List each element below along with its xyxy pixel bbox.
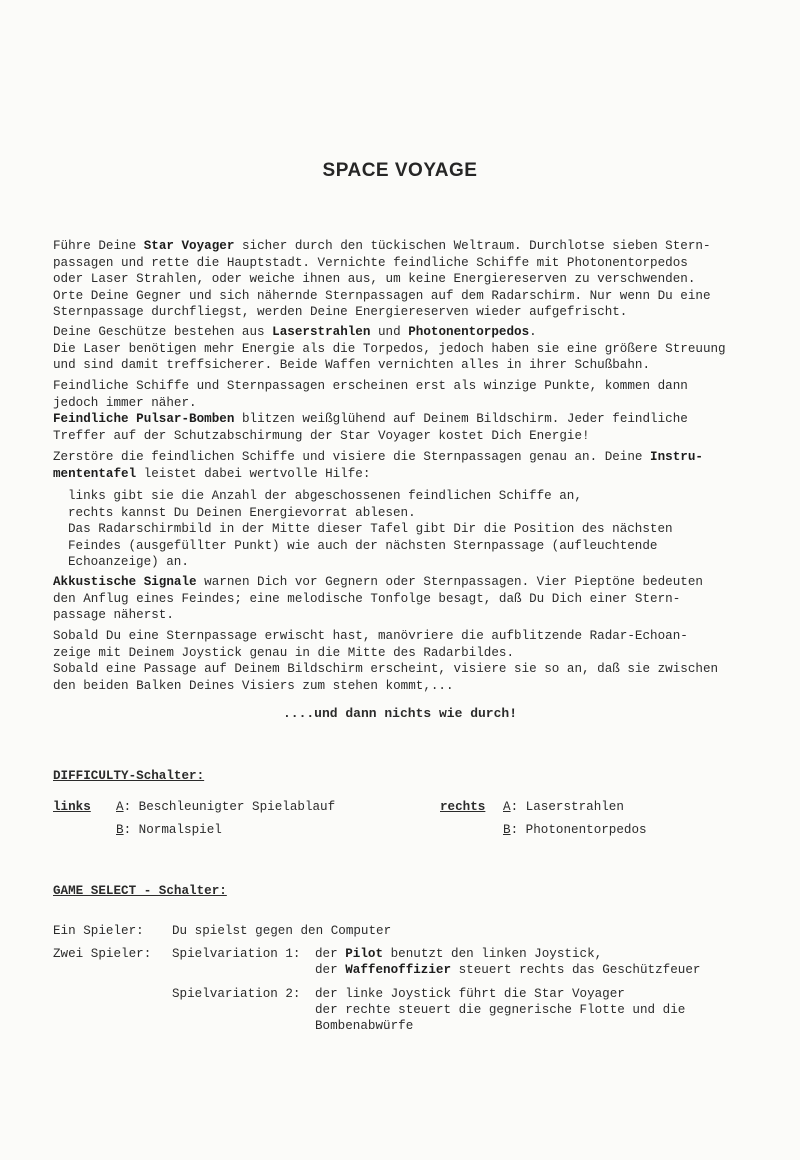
text: benutzt den linken Joystick, <box>383 947 603 961</box>
key-b: B <box>503 823 511 837</box>
variation-1-label: Spielvariation 1: <box>172 947 301 961</box>
instrument-detail-line: links gibt sie die Anzahl der abgeschossenen feindlichen Schiffe an, <box>68 489 582 503</box>
instrument-detail-line: Das Radarschirmbild in der Mitte dieser Tafel gibt Dir die Position des nächsten <box>68 522 673 536</box>
instrument-paragraph <box>53 449 758 571</box>
weapons-line: Die Laser benötigen mehr Energie als die Torpedos, jedoch haben sie eine größere Streuung <box>53 341 726 356</box>
passage-paragraph <box>53 628 758 694</box>
text: leistet dabei wertvolle Hilfe: <box>136 466 371 481</box>
star-voyager-term: Star Voyager <box>143 239 235 253</box>
instrument-detail-line: Echoanzeige) an. <box>68 555 189 569</box>
passage-line: Sobald Du eine Sternpassage erwischt hast, manövriere die aufblitzende Radar-Echoan- <box>53 629 688 643</box>
variation-2-label: Spielvariation 2: <box>172 987 301 1001</box>
intro-line: Orte Deine Gegner und sich nähernde Sternpassagen auf dem Radarschirm. Nur wenn Du eine <box>53 288 711 303</box>
text: Zerstöre die feindlichen Schiffe und visiere die Sternpassagen genau an. Deine <box>53 450 651 464</box>
passage-line: Sobald eine Passage auf Deinem Bildschirm erscheint, visiere sie so an, daß sie zwischen <box>53 662 719 676</box>
signals-line: passage näherst. <box>53 608 174 622</box>
instrument-line <box>53 449 758 466</box>
one-player-label: Ein Spieler: <box>53 924 144 938</box>
photon-term: Photonentorpedos <box>408 325 530 339</box>
instrument-detail-line: rechts kannst Du Deinen Energievorrat ablesen. <box>68 505 416 520</box>
text: : Photonentorpedos <box>510 823 647 837</box>
signals-term: Akkustische Signale <box>53 575 197 589</box>
laser-term: Laserstrahlen <box>272 325 371 339</box>
text: sicher durch den tückischen Weltraum. Durchlotse sieben Stern- <box>234 239 711 253</box>
instrument-detail-line: Feindes (ausgefüllter Punkt) wie auch der nächsten Sternpassage (aufleuchtende <box>68 538 658 553</box>
key-a: A <box>116 800 124 814</box>
variation-2-line: der rechte steuert die gegnerische Flotte und die <box>315 1003 686 1017</box>
pulsar-bombs-term: Feindliche Pulsar-Bomben <box>53 412 235 426</box>
text: steuert rechts das Geschützfeuer <box>451 963 701 977</box>
difficulty-right-label: rechts <box>440 800 486 814</box>
page-title: SPACE VOYAGE <box>322 160 478 181</box>
weapons-officer-term: Waffenoffizier <box>345 963 452 977</box>
two-player-label: Zwei Spieler: <box>53 947 152 961</box>
signals-line: den Anflug eines Feindes; eine melodische Tonfolge besagt, daß Du Dich einer Stern- <box>53 591 681 606</box>
enemies-line: Treffer auf der Schutzabschirmung der Star Voyager kostet Dich Energie! <box>53 428 590 443</box>
pilot-term: Pilot <box>345 947 384 961</box>
text: der <box>315 963 346 977</box>
intro-paragraph <box>53 238 758 321</box>
difficulty-left-a <box>116 800 335 814</box>
intro-line: Sternpassage durchfliegst, werden Deine Energiereserven wieder aufgefrischt. <box>53 305 628 319</box>
enemies-line: jedoch immer näher. <box>53 395 197 410</box>
difficulty-header: DIFFICULTY-Schalter: <box>53 769 205 783</box>
intro-line: passagen und rette die Hauptstadt. Vernichte feindliche Schiffe mit Photonentorpedos <box>53 255 688 270</box>
intro-line: oder Laser Strahlen, oder weiche ihnen aus, um keine Energiereserven zu verschwenden. <box>53 272 696 286</box>
weapons-line <box>53 324 758 341</box>
weapons-line: und sind damit treffsicherer. Beide Waffen vernichten alles in ihrer Schußbahn. <box>53 358 651 372</box>
text: Führe Deine <box>53 239 144 253</box>
text: warnen Dich vor Gegnern oder Sternpassagen. Vier Pieptöne bedeuten <box>196 575 703 589</box>
passage-line: den beiden Balken Deines Visiers zum stehen kommt,... <box>53 678 454 693</box>
intro-line <box>53 238 758 255</box>
variation-2-line: Bombenabwürfe <box>315 1019 414 1033</box>
key-a: A <box>503 800 511 814</box>
passage-line: zeige mit Deinem Joystick genau in die Mitte des Radarbildes. <box>53 645 515 660</box>
one-player-text: Du spielst gegen den Computer <box>172 924 392 938</box>
text: und <box>370 325 409 339</box>
difficulty-left-b <box>116 823 222 837</box>
weapons-paragraph <box>53 324 758 374</box>
difficulty-right-a <box>503 800 624 814</box>
signals-line <box>53 574 758 591</box>
enemies-paragraph <box>53 378 758 444</box>
text: . <box>529 325 537 339</box>
instrument-term: mententafel <box>53 466 137 481</box>
instrument-line <box>53 466 758 483</box>
text: : Laserstrahlen <box>510 800 624 814</box>
variation-2-line: der linke Joystick führt die Star Voyager <box>315 987 625 1001</box>
key-b: B <box>116 823 124 837</box>
text: blitzen weißglühend auf Deinem Bildschirm. Jeder feindliche <box>234 412 688 426</box>
enemies-line: Feindliche Schiffe und Sternpassagen erscheinen erst als winzige Punkte, kommen dann <box>53 379 688 393</box>
game-select-header: GAME SELECT - Schalter: <box>53 884 227 898</box>
instrument-term: Instru- <box>650 450 703 464</box>
enemies-line <box>53 411 758 428</box>
tagline: ....und dann nichts wie durch! <box>282 706 518 721</box>
signals-paragraph <box>53 574 758 624</box>
difficulty-left-label: links <box>53 800 91 814</box>
text: : Beschleunigter Spielablauf <box>123 800 336 814</box>
variation-1-line <box>315 963 700 977</box>
text: : Normalspiel <box>123 823 222 837</box>
text: Deine Geschütze bestehen aus <box>53 325 273 339</box>
variation-1-line <box>315 947 602 961</box>
text: der <box>315 947 346 961</box>
difficulty-right-b <box>503 823 647 837</box>
